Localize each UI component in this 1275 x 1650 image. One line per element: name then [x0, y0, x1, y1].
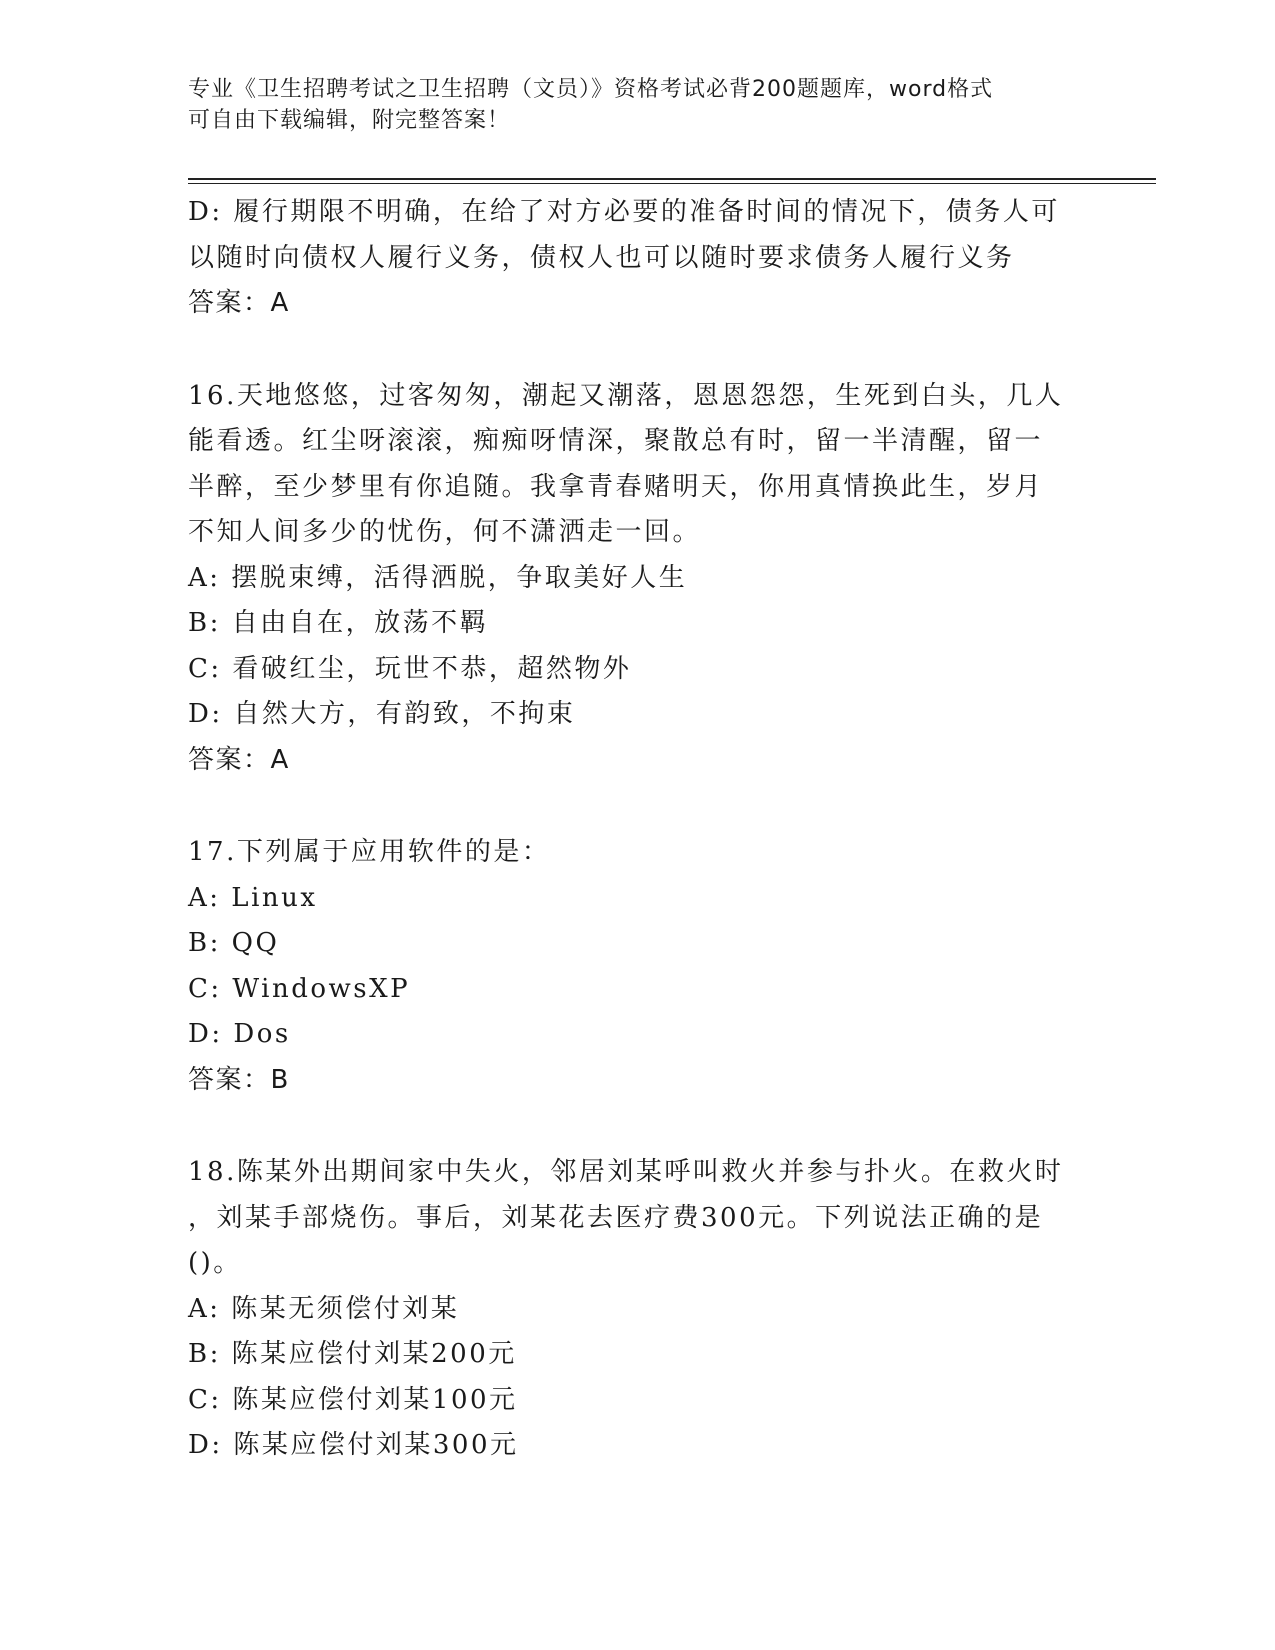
question-15-tail: [188, 190, 1088, 327]
question-17: [188, 830, 1088, 1103]
option-c: C: 陈某应偿付刘某100元: [188, 1384, 518, 1415]
question-stem-line: 半醉，至少梦里有你追随。我拿青春赌明天，你用真情换此生，岁月: [188, 471, 1044, 502]
header-line-1: 专业《卫生招聘考试之卫生招聘（文员）》资格考试必背200题题库，word格式: [188, 77, 994, 102]
header-line-2: 可自由下载编辑，附完整答案！: [188, 108, 511, 133]
document-header: [188, 74, 1068, 136]
option-a: A: 摆脱束缚，活得洒脱，争取美好人生: [188, 562, 688, 593]
spacer: [188, 783, 1088, 830]
spacer: [188, 327, 1088, 374]
option-b: B: 陈某应偿付刘某200元: [188, 1339, 517, 1369]
option-c: C: WindowsXP: [188, 973, 411, 1004]
header-divider-thin: [188, 183, 1156, 184]
question-stem-line: 能看透。红尘呀滚滚，痴痴呀情深，聚散总有时，留一半清醒，留一: [188, 426, 1044, 456]
option-a: A: Linux: [188, 882, 318, 913]
option-d: D: 陈某应偿付刘某300元: [188, 1430, 519, 1460]
question-18: [188, 1150, 1088, 1469]
question-16: [188, 374, 1088, 784]
option-c: C: 看破红尘，玩世不恭，超然物外: [188, 653, 632, 684]
question-stem-line: 18.陈某外出期间家中失火，邻居刘某呼叫救火并参与扑火。在救火时: [188, 1157, 1064, 1187]
question-stem-line: 不知人间多少的忧伤，何不潇洒走一回。: [188, 517, 702, 547]
answer-label: 答案：B: [188, 1064, 290, 1095]
option-a: A: 陈某无须偿付刘某: [188, 1293, 460, 1324]
question-body: [188, 190, 1088, 1469]
option-d-continued: 以随时向债权人履行义务，债权人也可以随时要求债务人履行义务: [188, 242, 1015, 273]
question-stem-line: ，刘某手部烧伤。事后，刘某花去医疗费300元。下列说法正确的是: [188, 1202, 1044, 1233]
header-divider-thick: [188, 178, 1156, 180]
option-d: D: 自然大方，有韵致，不拘束: [188, 699, 576, 729]
option-b: B: QQ: [188, 928, 280, 958]
answer-label: 答案：A: [188, 744, 290, 775]
option-d: D: Dos: [188, 1019, 291, 1049]
option-b: B: 自由自在，放荡不羁: [188, 608, 489, 638]
option-d: D: 履行期限不明确，在给了对方必要的准备时间的情况下，债务人可: [188, 197, 1060, 227]
question-stem-line: 16.天地悠悠，过客匆匆，潮起又潮落，恩恩怨怨，生死到白头，几人: [188, 380, 1064, 411]
answer-label: 答案：A: [188, 288, 290, 318]
question-stem-line: ()。: [188, 1248, 242, 1278]
spacer: [188, 1103, 1088, 1150]
question-stem: 17.下列属于应用软件的是：: [188, 837, 551, 867]
